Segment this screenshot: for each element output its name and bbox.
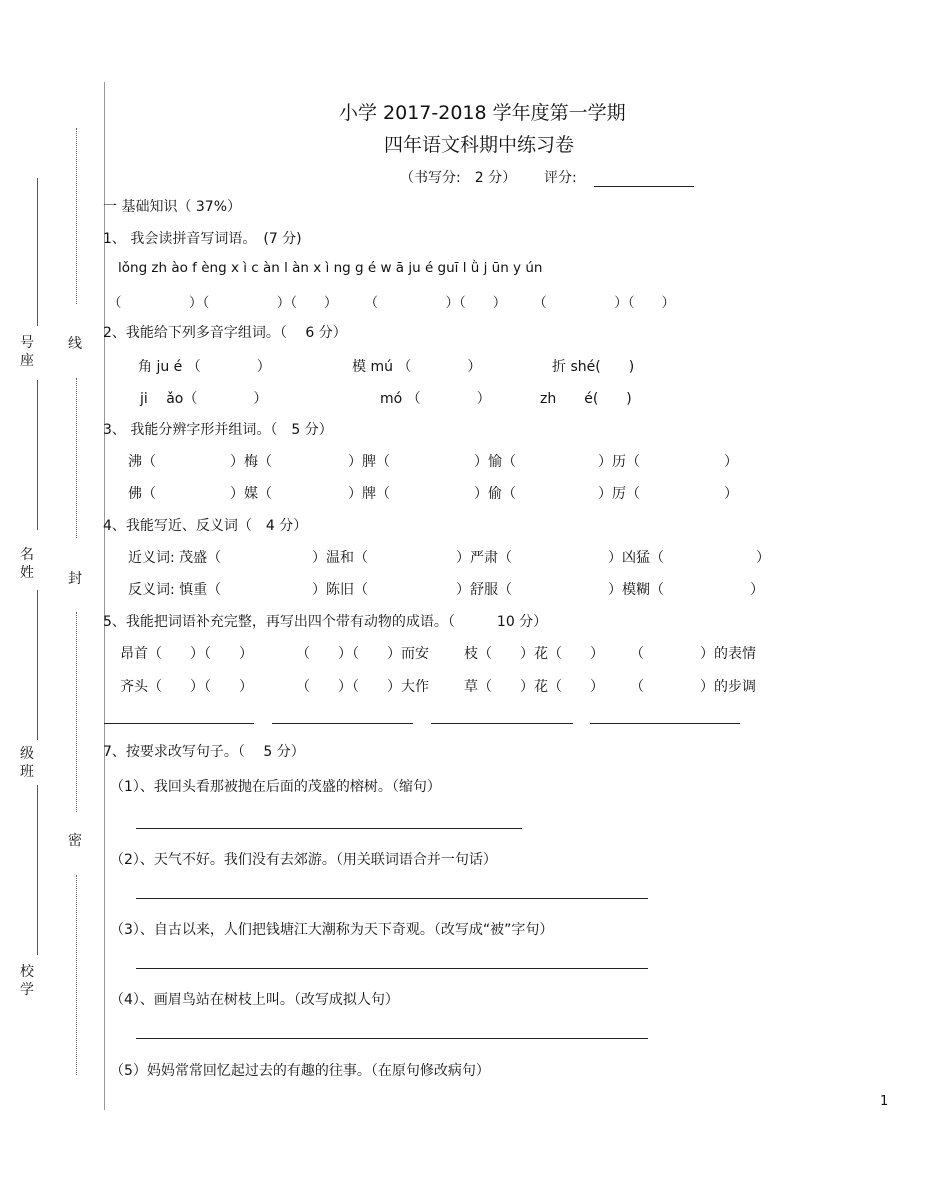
idiom-item: 齐头（ ）（ ） [120, 679, 253, 695]
char-item: ）媒（ [230, 486, 272, 502]
idiom-item: （ ）（ ）而安 [296, 646, 429, 662]
question-7-heading: 7、按要求改写句子。（ 5 分） [103, 744, 305, 760]
rewrite-item: （1）、我回头看那被抛在后面的茂盛的榕树。（缩句） [110, 779, 441, 795]
seal-char-secret: 密 [68, 833, 82, 849]
word-item: 近义词: 茂盛（ [128, 550, 222, 566]
score-label: 评分: [544, 170, 577, 186]
page-number: 1 [880, 1094, 889, 1109]
seal-char-seal: 封 [68, 571, 82, 587]
seal-line [76, 612, 77, 812]
word-item: ） [756, 550, 770, 566]
seal-char-line: 线 [68, 336, 82, 352]
char-item: ） [724, 486, 738, 502]
label-name: 名姓 [20, 547, 34, 581]
question-2-heading: 2、我能给下列多音字组词。（ 6 分） [103, 325, 347, 341]
label-seat-number: 号座 [20, 335, 34, 369]
word-item: ）模糊（ [608, 582, 664, 598]
question-5-heading: 5、我能把词语补充完整，再写出四个带有动物的成语。（ 10 分） [103, 614, 548, 630]
word-item: ）舒服（ [456, 582, 512, 598]
idiom-answer-line [431, 723, 573, 724]
polyphone-item: 折 shé( ) [552, 359, 635, 375]
polyphone-item: zh é( ) [540, 391, 632, 407]
rewrite-item: （4）、画眉鸟站在树枝上叫。（改写成拟人句） [110, 992, 399, 1008]
idiom-answer-line [104, 723, 254, 724]
word-item: ）凶猛（ [608, 550, 664, 566]
char-item: ）历（ [598, 454, 640, 470]
seal-line [76, 875, 77, 1075]
rewrite-item: （3）、自古以来，人们把钱塘江大潮称为天下奇观。（改写成“被”字句） [110, 922, 554, 938]
answer-line [136, 968, 648, 969]
answer-line [136, 898, 648, 899]
char-item: 佛（ [128, 486, 156, 502]
idiom-item: （ ）的步调 [630, 679, 756, 695]
exam-title-line1: 小学 2017-2018 学年度第一学期 [339, 102, 626, 124]
idiom-item: 草（ ）花（ ） [464, 679, 604, 695]
answer-line [136, 1038, 648, 1039]
margin-line [37, 178, 38, 326]
label-school: 校学 [20, 964, 34, 998]
margin-line [37, 785, 38, 955]
rewrite-item: （5）妈妈常常回忆起过去的有趣的往事。（在原句修改病句） [110, 1063, 490, 1079]
question-3-heading: 3、 我能分辨字形并组词。（ 5 分） [103, 422, 333, 438]
idiom-answer-line [272, 723, 413, 724]
exam-title-line2: 四年语文科期中练习卷 [384, 134, 575, 156]
char-item: ）梅（ [230, 454, 272, 470]
idiom-item: （ ）的表情 [630, 646, 756, 662]
label-class: 级班 [20, 746, 34, 780]
score-blank [594, 186, 694, 187]
idiom-item: 枝（ ）花（ ） [464, 646, 604, 662]
polyphone-item: 角 ju é （ ） [138, 359, 271, 375]
idiom-answer-line [590, 723, 740, 724]
seal-line [76, 128, 77, 304]
margin-line [37, 590, 38, 740]
polyphone-item: 模 mú （ ） [352, 359, 482, 375]
word-item: 反义词: 慎重（ [128, 582, 222, 598]
word-item: ）严肃（ [456, 550, 512, 566]
polyphone-item: mó （ ） [380, 391, 491, 407]
char-item: ）牌（ [348, 486, 390, 502]
idiom-item: （ ）（ ）大作 [296, 679, 429, 695]
handwriting-score: （书写分: 2 分） [400, 170, 517, 186]
answer-line [136, 828, 522, 829]
section-heading: 一 基础知识（ 37%） [103, 199, 242, 215]
word-item: ） [750, 582, 764, 598]
char-item: ）厉（ [598, 486, 640, 502]
answer-blanks-row: （ ）（ ）（ ） （ ）（ ） （ ）（ ） [108, 295, 675, 311]
char-item: 沸（ [128, 454, 156, 470]
rewrite-item: （2）、天气不好。我们没有去郊游。（用关联词语合并一句话） [110, 852, 497, 868]
idiom-item: 昂首（ ）（ ） [120, 646, 253, 662]
word-item: ）陈旧（ [312, 582, 368, 598]
question-4-heading: 4、我能写近、反义词（ 4 分） [103, 518, 308, 534]
char-item: ）偷（ [474, 486, 516, 502]
word-item: ）温和（ [312, 550, 368, 566]
pinyin-row: lǒng zh ào f èng x ì c àn l àn x ì ng g é w ā ju é guī l ǜ j ūn y ún [118, 260, 543, 276]
margin-line [37, 380, 38, 530]
char-item: ）愉（ [474, 454, 516, 470]
char-item: ） [724, 454, 738, 470]
polyphone-item: ji ǎo（ ） [140, 391, 268, 407]
question-1-heading: 1、 我会读拼音写词语。 (7 分) [103, 231, 302, 247]
char-item: ）脾（ [348, 454, 390, 470]
seal-line [76, 378, 77, 538]
